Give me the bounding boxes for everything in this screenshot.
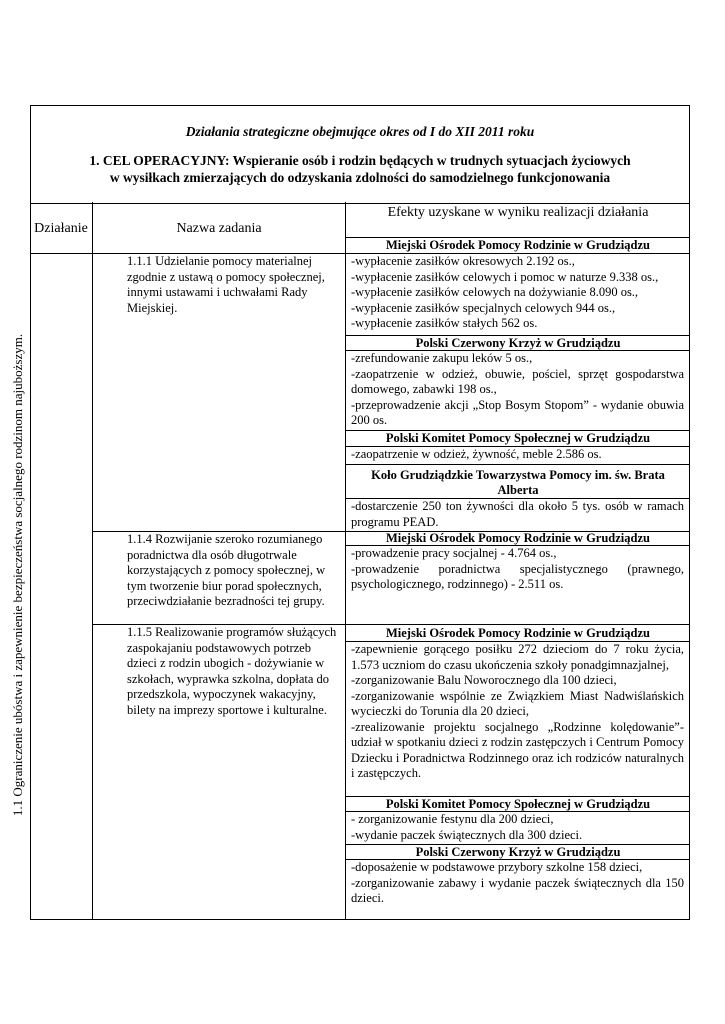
effect-item: -wypłacenie zasiłków okresowych 2.192 os., xyxy=(351,254,575,268)
effect-item: -wypłacenie zasiłków stałych 562 os. xyxy=(351,316,538,330)
column-header-nazwa: Nazwa zadania xyxy=(176,221,262,236)
task-name: 1.1.4 Rozwijanie szeroko rozumianego poradnictwa dla osób długotrwale korzystających z pomocy społecznej, w tym tworzenie biur porad społecznych, przeciwdziałanie bezradności tej grupy. xyxy=(127,532,326,608)
column-header-efekty: Efekty uzyskane w wyniku realizacji działania xyxy=(387,205,649,220)
operational-goal xyxy=(31,152,689,186)
effect-item: -wydanie paczek świątecznych dla 300 dzieci. xyxy=(351,827,583,842)
column-divider-1 xyxy=(92,202,93,919)
org-heading: Koło Grudziądzkie Towarzystwa Pomocy im. św. Brata Alberta xyxy=(371,468,665,497)
effect-item: -wypłacenie zasiłków specjalnych celowych 944 os., xyxy=(351,300,616,315)
goal-line-2: w wysiłkach zmierzających do odzyskania zdolności do samodzielnego funkcjonowania xyxy=(109,170,611,185)
effect-item: -prowadzenie poradnictwa specjalistycznego (prawnego, psychologicznego, rodzinnego) - 2.511 os. xyxy=(351,561,684,591)
effects-list xyxy=(351,812,684,843)
org-heading: Miejski Ośrodek Pomocy Rodzinie w Grudziądzu xyxy=(385,626,650,640)
effect-item: -zorganizowanie wspólnie ze Związkiem Miast Nadwiślańskich wycieczki do Torunia dla 20 dzieci, xyxy=(351,688,684,718)
effect-item: -dostarczenie 250 ton żywności dla około 5 tys. osób w ramach programu PEAD. xyxy=(351,499,684,529)
effect-item: -zrefundowanie zakupu leków 5 os., xyxy=(351,351,533,365)
row-line xyxy=(345,464,690,465)
action-label: 1.1 Ograniczenie ubóstwa i zapewnienie bezpieczeństwa socjalnego rodzinom najuboższym. xyxy=(10,333,25,817)
table-title-block xyxy=(31,106,689,204)
effects-list xyxy=(351,642,684,782)
effects-list xyxy=(351,860,684,907)
effect-item: -wypłacenie zasiłków celowych i pomoc w naturze 9.338 os., xyxy=(351,269,659,284)
effect-item: -prowadzenie pracy socjalnej - 4.764 os., xyxy=(351,546,557,560)
effect-item: -zorganizowanie zabawy i wydanie paczek świątecznych dla 150 dzieci. xyxy=(351,875,684,905)
org-heading: Miejski Ośrodek Pomocy Rodzinie w Grudziądzu xyxy=(385,238,650,252)
effect-item: -przeprowadzenie akcji „Stop Bosym Stopom” - wydanie obuwia 200 os. xyxy=(351,397,684,427)
goal-line-1: 1. CEL OPERACYJNY: Wspieranie osób i rodzin będących w trudnych sytuacjach życiowych xyxy=(89,153,631,168)
effects-list xyxy=(351,447,684,463)
effects-list xyxy=(351,351,684,429)
effect-item: -zaopatrzenie w odzież, żywność, meble 2.586 os. xyxy=(351,447,602,461)
task-name: 1.1.5 Realizowanie programów służących zaspokajaniu podstawowych potrzeb dzieci z rodzin ubogich - dożywianie w szkołach, wyprawka szkolna, dopłata do przedszkola, wypoczynek wakacyjny, bilety na imprezy sportowe i kulturalne. xyxy=(127,625,337,717)
effects-list xyxy=(351,546,684,593)
effects-list xyxy=(351,499,684,530)
effect-item: -zrealizowanie projektu socjalnego „Rodzinne kolędowanie”- udział w spotkaniu dzieci z rodzin zastępczych i Centrum Pomocy Dziecku i Poradnictwa Rodzinnego oraz ich rodziców naturalnych i zastępczych. xyxy=(351,719,684,780)
effect-item: -zorganizowanie Balu Noworocznego dla 100 dzieci, xyxy=(351,673,617,687)
effect-item: -zaopatrzenie w odzież, obuwie, pościel, sprzęt gospodarstwa domowego, zabawki 198 os., xyxy=(351,366,684,396)
org-heading: Miejski Ośrodek Pomocy Rodzinie w Grudziądzu xyxy=(385,531,650,545)
document-title: Działania strategiczne obejmujące okres od I do XII 2011 roku xyxy=(185,124,535,139)
task-name: 1.1.1 Udzielanie pomocy materialnej zgodnie z ustawą o pomocy społecznej, innymi ustawami i uchwałami Rady Miejskiej. xyxy=(127,254,325,315)
column-header-dzialanie: Działanie xyxy=(34,221,88,236)
effects-list xyxy=(351,254,684,332)
effect-item: - zorganizowanie festynu dla 200 dzieci, xyxy=(351,812,554,826)
effect-item: -doposażenie w podstawowe przybory szkolne 158 dzieci, xyxy=(351,860,643,874)
org-heading: Polski Czerwony Krzyż w Grudziądzu xyxy=(415,336,621,350)
org-heading: Polski Komitet Pomocy Społecznej w Grudziądzu xyxy=(385,797,651,811)
effect-item: -zapewnienie gorącego posiłku 272 dzieciom do 7 roku życia, 1.573 uczniom do czasu ukończenia szkoły ponadgimnazjalnej, xyxy=(351,642,684,672)
org-heading: Polski Czerwony Krzyż w Grudziądzu xyxy=(415,845,621,859)
org-heading: Polski Komitet Pomocy Społecznej w Grudziądzu xyxy=(385,431,651,445)
effect-item: -wypłacenie zasiłków celowych na dożywianie 8.090 os., xyxy=(351,285,639,299)
